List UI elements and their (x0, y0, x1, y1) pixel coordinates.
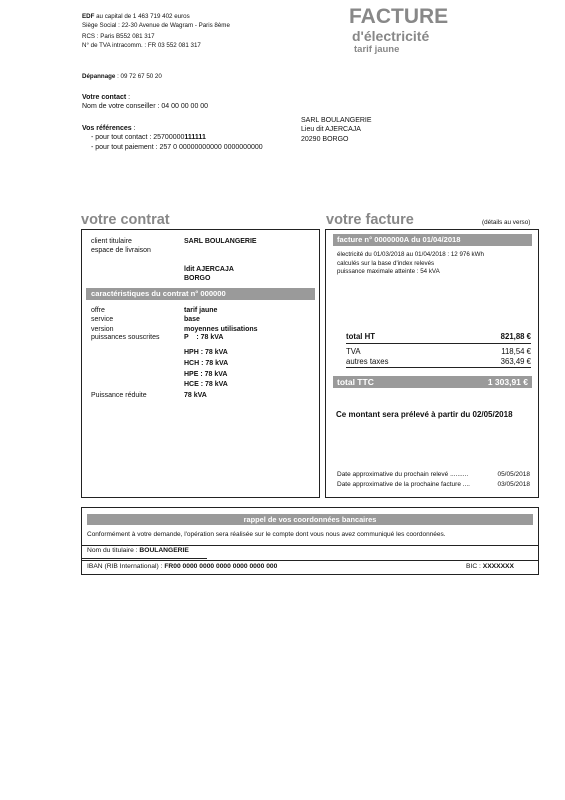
prochaine-facture-value: 03/05/2018 (497, 481, 530, 488)
client-value: SARL BOULANGERIE (184, 238, 257, 245)
version-label: version (91, 326, 114, 333)
livraison-label: espace de livraison (91, 247, 151, 254)
contact-label: Votre contact (82, 94, 127, 101)
client-label: client titulaire (91, 238, 132, 245)
offre-value: tarif jaune (184, 307, 218, 314)
titulaire-label: Nom du titulaire : (87, 547, 140, 554)
puissance-hpe: HPE : 78 kVA (184, 371, 228, 378)
company-tva: N° de TVA intracomm. : FR 03 552 081 317 (82, 41, 201, 49)
dates-block (337, 470, 530, 490)
total-ht-row (346, 332, 531, 344)
address-line-3: 20290 BORGO (301, 135, 349, 143)
iban (87, 563, 277, 570)
prochaine-facture-label: Date approximative de la prochaine facture .... (337, 481, 470, 488)
prochain-releve-value: 05/05/2018 (497, 471, 530, 478)
total-ttc-bar (333, 376, 532, 388)
reference-paiement: - pour tout paiement : 257 0 00000000000 0000000000 (91, 143, 263, 151)
bic-value: XXXXXXX (482, 563, 514, 570)
consommation-details (337, 251, 532, 277)
reduite-label: Puissance réduite (91, 392, 147, 399)
company-capital: au capital de 1 463 719 402 euros (96, 13, 190, 20)
puissance-hch: HCH : 78 kVA (184, 360, 229, 367)
version-value: moyennes utilisations (184, 326, 258, 333)
company-name: EDF (82, 13, 95, 20)
caracteristiques-bar: caractéristiques du contrat n° 000000 (86, 288, 315, 300)
document-title (349, 6, 549, 55)
service-label: service (91, 316, 114, 323)
total-ttc-value: 1 303,91 € (487, 377, 528, 387)
reference-contact-prefix: - pour tout contact : 25700000 (91, 134, 185, 142)
details-verso: (détails au verso) (482, 219, 531, 226)
puissance-p: P : 78 kVA (184, 334, 224, 341)
conso-line-1: électricité du 01/03/2018 au 01/04/2018 : 12 976 kWh (337, 251, 484, 258)
references-block (82, 124, 263, 152)
prochain-releve-label: Date approximative du prochain relevé .......... (337, 471, 469, 478)
tva-label: TVA (346, 347, 361, 356)
title-tarif: tarif jaune (354, 44, 400, 55)
contact-block (82, 93, 208, 112)
bank-divider-top (81, 545, 539, 546)
bic-label: BIC : (466, 563, 483, 570)
facture-section-title: votre facture (326, 212, 414, 228)
company-siege: Siège Social : 22-30 Avenue de Wagram - Paris 8ème (82, 21, 230, 29)
total-ttc-label: total TTC (337, 377, 374, 387)
bank-notice: Conformément à votre demande, l'opération sera réalisée sur le compte dont vous nous avez communiqué les coordonnées. (87, 531, 446, 538)
livraison-line-2: BORGO (184, 275, 211, 282)
address-line-2: Lieu dit AJERCAJA (301, 126, 361, 134)
prochaine-facture-row (337, 480, 530, 490)
contact-suffix: : (126, 94, 131, 101)
contact-conseiller: Nom de votre conseiller : 04 00 00 00 00 (82, 103, 209, 111)
autres-taxes-label: autres taxes (346, 357, 389, 366)
references-label: Vos références (82, 125, 132, 132)
reference-contact-bold: 111111 (184, 134, 206, 142)
puissances-label: puissances souscrites (91, 334, 160, 341)
facture-bar: facture n° 0000000A du 01/04/2018 (333, 234, 532, 246)
client-address (301, 116, 372, 144)
references-suffix: : (131, 125, 136, 132)
address-line-1: SARL BOULANGERIE (301, 117, 372, 124)
reduite-value: 78 kVA (184, 392, 207, 399)
total-ht-value: 821,88 € (500, 332, 531, 341)
prelevement-notice: Ce montant sera prélevé à partir du 02/05/2018 (336, 410, 513, 419)
iban-value: FR00 0000 0000 0000 0000 0000 000 (164, 563, 278, 570)
bic (466, 563, 514, 570)
titulaire (87, 547, 189, 554)
depannage-value: : 09 72 67 50 20 (115, 73, 162, 80)
depannage (82, 73, 162, 82)
autres-taxes-value: 363,49 € (500, 357, 531, 366)
title-electricite: d'électricité (352, 28, 430, 44)
tva-value: 118,54 € (501, 347, 531, 356)
contrat-section-title: votre contrat (81, 212, 170, 228)
iban-label: IBAN (RIB International) : (87, 563, 165, 570)
puissance-hph: HPH : 78 kVA (184, 349, 228, 356)
conso-line-3: puissance maximale atteinte : 54 kVA (337, 268, 440, 276)
service-value: base (184, 316, 200, 323)
conso-line-2: calculés sur la base d'index relevés (337, 259, 435, 267)
titulaire-value: BOULANGERIE (139, 547, 189, 554)
company-info (82, 13, 302, 50)
title-facture: FACTURE (349, 5, 449, 28)
bank-divider-short (81, 558, 207, 559)
tva-row (346, 347, 531, 356)
autres-taxes-row (346, 357, 531, 368)
livraison-line-1: ldit AJERCAJA (184, 266, 234, 273)
bank-bar: rappel de vos coordonnées bancaires (87, 514, 533, 525)
company-rcs: RCS : Paris B552 081 317 (82, 33, 155, 41)
total-ht-label: total HT (346, 332, 376, 341)
bank-divider-iban (81, 560, 539, 561)
prochain-releve-row (337, 470, 530, 480)
depannage-label: Dépannage (82, 73, 116, 80)
reference-contact (82, 133, 263, 142)
offre-label: offre (91, 307, 105, 314)
puissance-hce: HCE : 78 kVA (184, 381, 228, 388)
